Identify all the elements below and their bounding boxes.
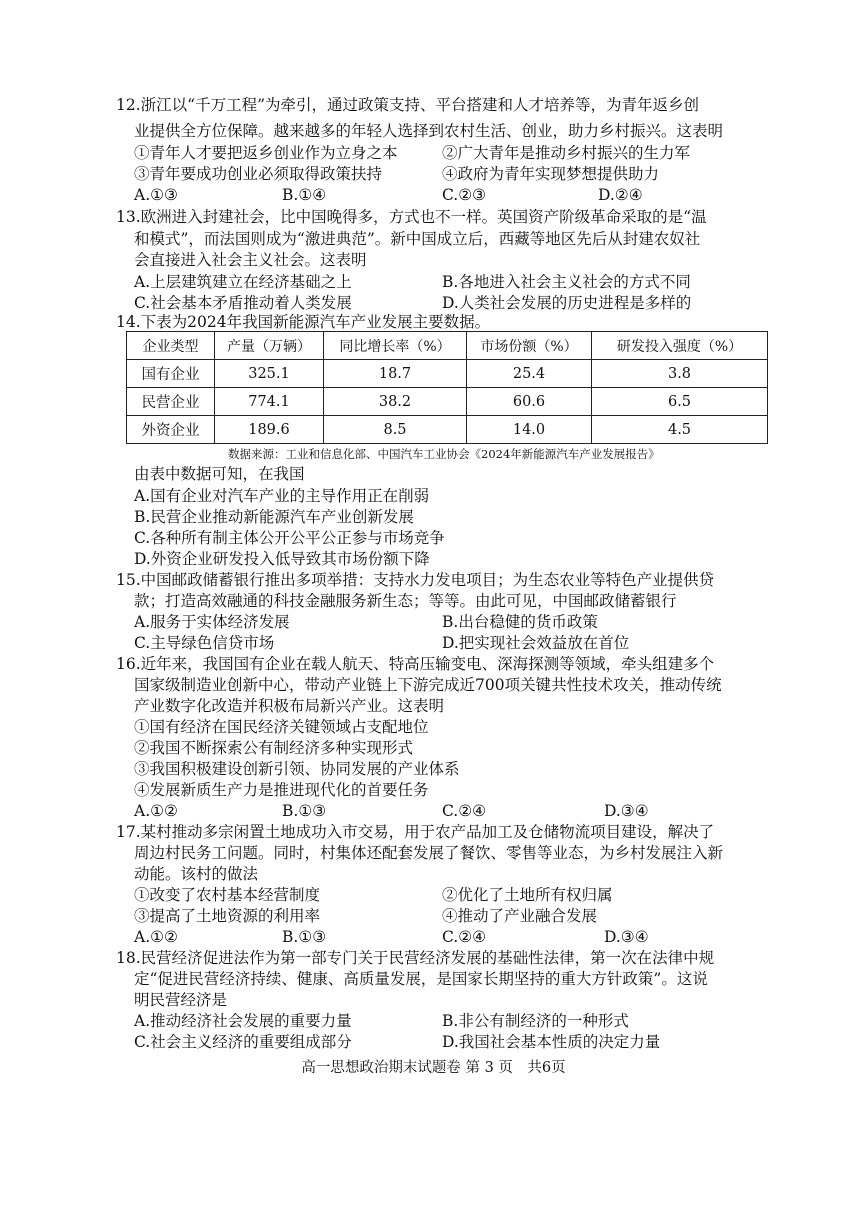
q14-data-table <box>126 331 768 444</box>
q13-stem-line-1: 13.欧洲进入封建社会，比中国晚得多，方式也不一样。英国资产阶级革命采取的是“温 <box>116 208 707 226</box>
q15-option-c: C.主导绿色信贷市场 <box>134 634 275 652</box>
q13-stem-line-2: 和模式”，而法国则成为“激进典范”。新中国成立后，西藏等地区先后从封建农奴社 <box>134 230 701 248</box>
q14-stem: 14.下表为2024年我国新能源汽车产业发展主要数据。 <box>116 313 491 331</box>
q14-option-c: C.各种所有制主体公开公平公正参与市场竞争 <box>134 529 445 547</box>
table-row <box>127 360 768 388</box>
table-header-cell: 企业类型 <box>127 332 215 360</box>
table-cell: 3.8 <box>592 360 768 388</box>
table-header-row <box>127 332 768 360</box>
q18-option-d: D.我国社会基本性质的决定力量 <box>442 1033 661 1051</box>
q15-stem-line-2: 款；打造高效融通的科技金融服务新生态；等等。由此可见，中国邮政储蓄银行 <box>134 592 677 610</box>
table-cell: 325.1 <box>215 360 324 388</box>
table-header-cell: 产量（万辆） <box>215 332 324 360</box>
q15-option-a: A.服务于实体经济发展 <box>134 613 290 631</box>
table-cell: 25.4 <box>467 360 592 388</box>
table-row <box>127 388 768 416</box>
q17-statement-2: ②优化了土地所有权归属 <box>442 886 613 904</box>
q17-statement-3: ③提高了土地资源的利用率 <box>134 907 321 925</box>
q18-option-b: B.非公有制经济的一种形式 <box>442 1012 629 1030</box>
q15-option-d: D.把实现社会效益放在首位 <box>442 634 630 652</box>
table-cell: 民营企业 <box>127 388 215 416</box>
q12-option-c: C.②③ <box>442 186 487 204</box>
q12-option-b: B.①④ <box>282 186 327 204</box>
q17-stem-line-3: 动能。该村的做法 <box>134 865 259 883</box>
q13-option-b: B.各地进入社会主义社会的方式不同 <box>442 273 691 291</box>
table-cell: 60.6 <box>467 388 592 416</box>
q18-option-a: A.推动经济社会发展的重要力量 <box>134 1012 352 1030</box>
q12-statement-4: ④政府为青年实现梦想提供助力 <box>442 165 660 183</box>
table-cell: 14.0 <box>467 416 592 444</box>
table-cell: 8.5 <box>324 416 467 444</box>
q12-option-d: D.②④ <box>598 186 643 204</box>
q16-option-a: A.①② <box>134 802 178 820</box>
q12-stem-line-1: 12.浙江以“千万工程”为牵引，通过政策支持、平台搭建和人才培养等，为青年返乡创 <box>116 96 700 114</box>
q17-option-a: A.①② <box>134 928 178 946</box>
table-cell: 国有企业 <box>127 360 215 388</box>
q16-statement-3: ③我国积极建设创新引领、协同发展的产业体系 <box>134 760 460 778</box>
q16-option-b: B.①③ <box>282 802 327 820</box>
q13-option-d: D.人类社会发展的历史进程是多样的 <box>442 294 692 312</box>
table-row <box>127 416 768 444</box>
table-cell: 18.7 <box>324 360 467 388</box>
table-cell: 外资企业 <box>127 416 215 444</box>
q18-option-c: C.社会主义经济的重要组成部分 <box>134 1033 352 1051</box>
q13-stem-line-3: 会直接进入社会主义社会。这表明 <box>134 251 367 269</box>
table-header-cell: 同比增长率（%） <box>324 332 467 360</box>
q14-option-d: D.外资企业研发投入低导致其市场份额下降 <box>134 550 430 568</box>
q12-option-a: A.①③ <box>134 186 178 204</box>
table-cell: 774.1 <box>215 388 324 416</box>
q14-lead: 由表中数据可知，在我国 <box>134 465 305 483</box>
q12-stem-line-2: 业提供全方位保障。越来越多的年轻人选择到农村生活、创业，助力乡村振兴。这表明 <box>134 122 724 140</box>
page-footer: 高一思想政治期末试题卷 第 3 页 共6页 <box>301 1060 566 1076</box>
q17-statement-4: ④推动了产业融合发展 <box>442 907 598 925</box>
q15-stem-line-1: 15.中国邮政储蓄银行推出多项举措：支持水力发电项目；为生态农业等特色产业提供贷 <box>116 571 715 589</box>
q14-option-b: B.民营企业推动新能源汽车产业创新发展 <box>134 508 414 526</box>
table-header-cell: 研发投入强度（%） <box>592 332 768 360</box>
table-cell: 6.5 <box>592 388 768 416</box>
q16-stem-line-3: 产业数字化改造并积极布局新兴产业。这表明 <box>134 697 445 715</box>
table-cell: 38.2 <box>324 388 467 416</box>
q17-statement-1: ①改变了农村基本经营制度 <box>134 886 321 904</box>
q16-option-d: D.③④ <box>604 802 649 820</box>
q17-stem-line-2: 周边村民务工问题。同时，村集体还配套发展了餐饮、零售等业态，为乡村发展注入新 <box>134 844 724 862</box>
q18-stem-line-1: 18.民营经济促进法作为第一部专门关于民营经济发展的基础性法律，第一次在法律中规 <box>116 949 715 967</box>
q14-option-a: A.国有企业对汽车产业的主导作用正在削弱 <box>134 487 430 505</box>
table-cell: 189.6 <box>215 416 324 444</box>
q16-stem-line-2: 国家级制造业创新中心，带动产业链上下游完成近700项关键共性技术攻关，推动传统 <box>134 676 722 694</box>
table-cell: 4.5 <box>592 416 768 444</box>
q16-stem-line-1: 16.近年来，我国国有企业在载人航天、特高压输变电、深海探测等领域，牵头组建多个 <box>116 655 715 673</box>
q17-option-d: D.③④ <box>604 928 649 946</box>
q15-option-b: B.出台稳健的货币政策 <box>442 613 598 631</box>
q16-statement-2: ②我国不断探索公有制经济多种实现形式 <box>134 739 414 757</box>
q17-stem-line-1: 17.某村推动多宗闲置土地成功入市交易，用于农产品加工及仓储物流项目建设，解决了 <box>116 823 715 841</box>
q17-option-c: C.②④ <box>442 928 487 946</box>
q12-statement-2: ②广大青年是推动乡村振兴的生力军 <box>442 144 691 162</box>
q12-statement-3: ③青年要成功创业必须取得政策扶持 <box>134 165 383 183</box>
q18-stem-line-3: 明民营经济是 <box>134 991 228 1009</box>
table-source-note: 数据来源：工业和信息化部、中国汽车工业协会《2024年新能源汽车产业发展报告》 <box>228 447 660 461</box>
q16-option-c: C.②④ <box>442 802 487 820</box>
q16-statement-4: ④发展新质生产力是推进现代化的首要任务 <box>134 781 429 799</box>
q18-stem-line-2: 定“促进民营经济持续、健康、高质量发展，是国家长期坚持的重大方针政策”。这说 <box>134 970 708 988</box>
table-header-cell: 市场份额（%） <box>467 332 592 360</box>
q16-statement-1: ①国有经济在国民经济关键领域占支配地位 <box>134 718 429 736</box>
q13-option-c: C.社会基本矛盾推动着人类发展 <box>134 294 352 312</box>
q13-option-a: A.上层建筑建立在经济基础之上 <box>134 273 352 291</box>
q17-option-b: B.①③ <box>282 928 327 946</box>
q12-statement-1: ①青年人才要把返乡创业作为立身之本 <box>134 144 398 162</box>
